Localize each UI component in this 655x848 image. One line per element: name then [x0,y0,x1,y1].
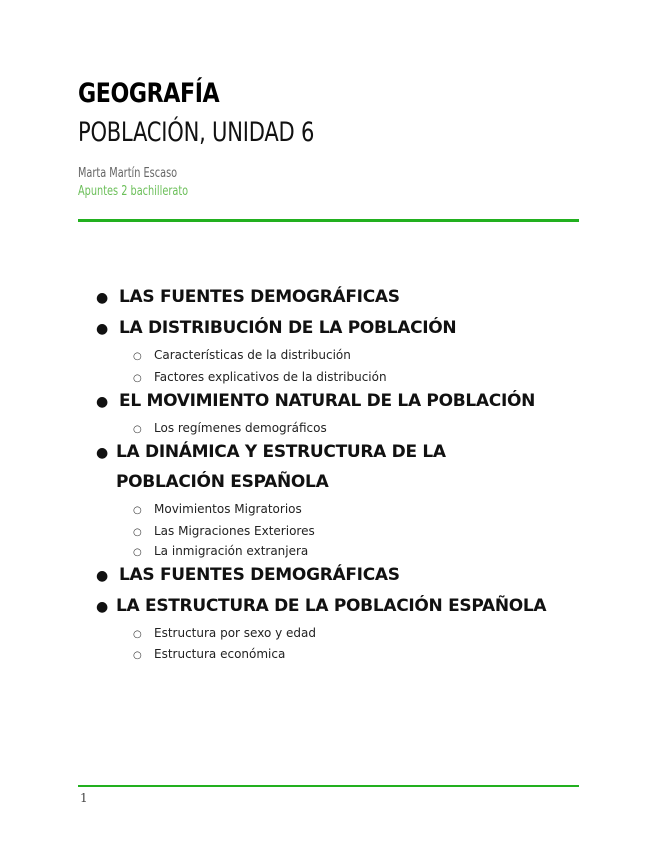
toc-subitem [133,523,315,541]
bullet-icon: ● [96,445,108,461]
toc-item-label: LAS FUENTES DEMOGRÁFICAS [119,565,400,585]
document-subtitle: POBLACIÓN, UNIDAD 6 [78,117,315,148]
bullet-icon: ● [96,599,108,615]
page-number: 1 [80,791,88,805]
toc-subitem-label: Estructura por sexo y edad [154,626,316,640]
toc-subitem [133,501,302,519]
toc-item-label: LA ESTRUCTURA DE LA POBLACIÓN ESPAÑOLA [116,596,547,616]
header-divider [78,219,579,222]
circle-bullet-icon: ○ [133,650,142,661]
toc-item-label: LAS FUENTES DEMOGRÁFICAS [119,287,400,307]
circle-bullet-icon: ○ [133,351,142,362]
toc-subitem [133,543,308,561]
toc-item [96,437,536,497]
toc-item-label: EL MOVIMIENTO NATURAL DE LA POBLACIÓN [119,391,536,411]
toc-item-label: LA DISTRIBUCIÓN DE LA POBLACIÓN [119,318,457,338]
circle-bullet-icon: ○ [133,629,142,640]
bullet-icon: ● [96,394,108,410]
toc-item [96,591,546,622]
bullet-icon: ● [96,290,108,306]
toc-subitem-label: Características de la distribución [154,348,351,362]
toc-item [96,313,456,344]
toc-subitem-label: Movimientos Migratorios [154,502,302,516]
circle-bullet-icon: ○ [133,547,142,558]
toc-subitem-label: Estructura económica [154,647,286,661]
bullet-icon: ● [96,321,108,337]
toc-item [96,560,400,591]
toc-item [96,386,535,417]
toc-subitem [133,369,387,387]
toc-subitem [133,625,316,643]
bullet-icon: ● [96,568,108,584]
toc-subitem-label: Factores explicativos de la distribución [154,370,387,384]
circle-bullet-icon: ○ [133,373,142,384]
toc-subitem [133,420,327,438]
document-title: GEOGRAFÍA [78,78,220,109]
toc-subitem-label: Los regímenes demográficos [154,421,327,435]
author-name: Marta Martín Escaso [78,166,178,181]
circle-bullet-icon: ○ [133,424,142,435]
toc-item-label: LA DINÁMICA Y ESTRUCTURA DE LA POBLACIÓN ESPAÑOLA [116,442,446,492]
toc-subitem-label: Las Migraciones Exteriores [154,524,315,538]
toc-subitem [133,347,351,365]
toc-subitem [133,646,285,664]
toc-item [96,282,400,313]
circle-bullet-icon: ○ [133,505,142,516]
footer-divider [78,785,579,787]
toc-subitem-label: La inmigración extranjera [154,544,309,558]
circle-bullet-icon: ○ [133,527,142,538]
course-label: Apuntes 2 bachillerato [78,184,189,199]
